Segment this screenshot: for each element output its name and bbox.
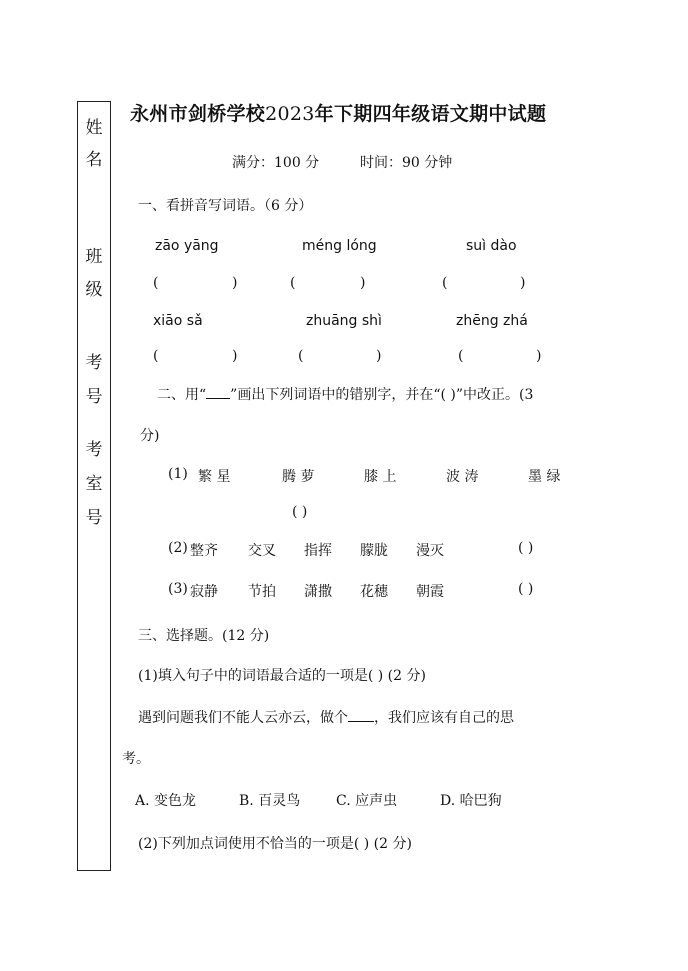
sidebar-char: 号: [85, 387, 103, 407]
word-item: 腾 萝: [282, 469, 315, 485]
question-2: (2)下列加点词使用不恰当的一项是( ) (2 分): [138, 836, 412, 852]
title-suffix: 年下期四年级语文期中试题: [314, 103, 547, 125]
answer-paren-close: ): [232, 275, 238, 291]
item-number: (1): [168, 466, 188, 482]
answer-paren-open: (: [290, 275, 296, 291]
question-1-sentence-cont: 考。: [122, 751, 150, 767]
word-item: 整齐: [190, 543, 218, 559]
answer-paren: ( ): [518, 540, 534, 556]
section3-heading: 三、选择题。(12 分): [138, 628, 270, 644]
student-info-sidebar: [77, 101, 111, 871]
question-1-sentence: [138, 707, 514, 727]
sidebar-char: 姓: [85, 118, 103, 138]
option-a: A. 变色龙: [135, 793, 197, 809]
sidebar-char: 室: [85, 474, 103, 494]
section2-heading: [157, 384, 533, 404]
option-c: C. 应声虫: [336, 793, 398, 809]
answer-paren-open: (: [153, 275, 159, 291]
answer-paren-close: ): [520, 275, 526, 291]
section2-heading-cont: 分): [140, 428, 160, 444]
answer-paren-open: (: [458, 348, 464, 364]
answer-paren-close: ): [360, 275, 366, 291]
title-year: 2023: [265, 103, 315, 125]
word-item: 节拍: [248, 584, 276, 600]
fill-blank: [348, 709, 374, 722]
section2-heading-part: 二、用“: [157, 387, 207, 403]
sidebar-char: 级: [85, 280, 103, 300]
word-item: 寂静: [190, 584, 218, 600]
word-item: 朦胧: [360, 543, 388, 559]
option-d: D. 哈巴狗: [440, 793, 502, 809]
sidebar-char: 号: [85, 508, 103, 528]
word-item: 朝霞: [416, 584, 444, 600]
sidebar-char: 班: [85, 247, 103, 267]
page-title: [130, 99, 546, 126]
pinyin-item: zāo yāng: [155, 238, 219, 254]
section2-heading-part: ”画出下列词语中的错别字，并在“( )”中改正。(3: [230, 387, 534, 403]
pinyin-item: xiāo sǎ: [153, 313, 203, 329]
question-1: (1)填入句子中的词语最合适的一项是( ) (2 分): [138, 668, 426, 684]
word-item: 漫灭: [416, 543, 444, 559]
item-number: (3): [168, 581, 188, 597]
answer-paren-close: ): [232, 348, 238, 364]
answer-paren: ( ): [292, 504, 308, 520]
item-number: (2): [168, 540, 188, 556]
word-item: 波 涛: [446, 469, 479, 485]
sentence-part: ，我们应该有自己的思: [374, 710, 514, 726]
title-prefix: 永州市剑桥学校: [130, 103, 266, 125]
answer-paren: ( ): [518, 581, 534, 597]
sentence-part: 遇到问题我们不能人云亦云，做个: [138, 710, 348, 726]
answer-paren-close: ): [536, 348, 542, 364]
section1-heading: 一、看拼音写词语。（6 分）: [138, 198, 313, 214]
answer-paren-close: ): [376, 348, 382, 364]
full-score: 满分：100 分: [232, 155, 320, 171]
pinyin-item: zhēng zhá: [456, 313, 528, 329]
pinyin-item: zhuāng shì: [306, 313, 382, 329]
word-item: 墨 绿: [528, 469, 561, 485]
sidebar-char: 考: [85, 353, 103, 373]
word-item: 花穗: [360, 584, 388, 600]
word-item: 交叉: [248, 543, 276, 559]
pinyin-item: suì dào: [466, 238, 517, 254]
sidebar-char: 名: [85, 150, 103, 170]
underline-mark: [206, 385, 230, 399]
answer-paren-open: (: [298, 348, 304, 364]
word-item: 繁 星: [198, 469, 231, 485]
option-b: B. 百灵鸟: [239, 793, 301, 809]
answer-paren-open: (: [442, 275, 448, 291]
answer-paren-open: (: [153, 348, 159, 364]
word-item: 膝 上: [364, 469, 397, 485]
pinyin-item: méng lóng: [302, 238, 377, 254]
word-item: 指挥: [304, 543, 332, 559]
word-item: 潇撒: [304, 584, 332, 600]
exam-time: 时间：90 分钟: [360, 155, 453, 171]
sidebar-char: 考: [85, 440, 103, 460]
